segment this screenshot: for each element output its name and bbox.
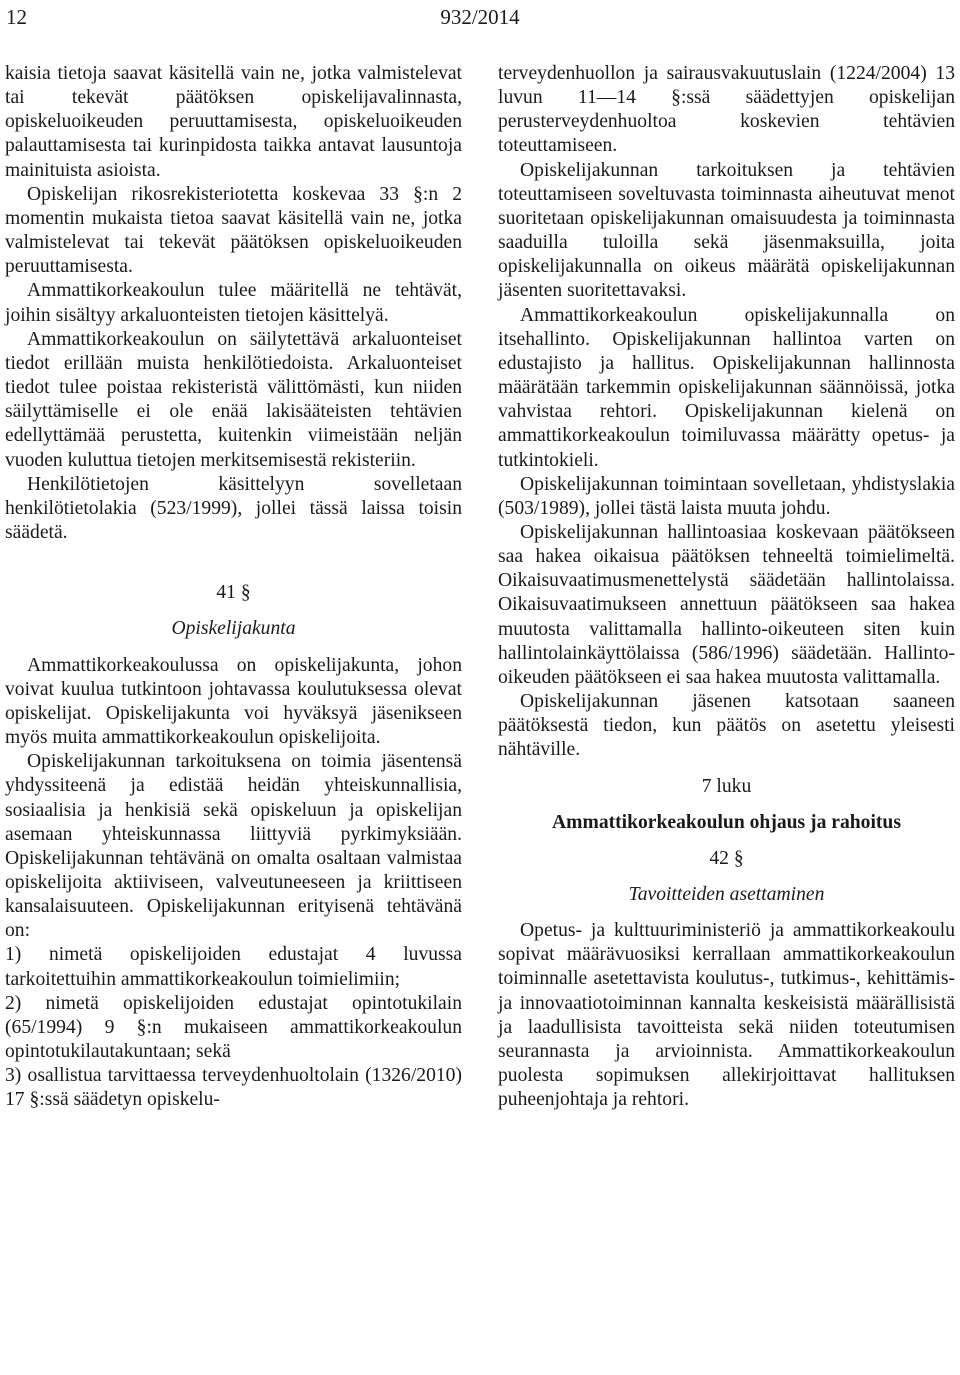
section-title: Tavoitteiden asettaminen xyxy=(628,884,825,905)
spacer xyxy=(498,871,955,883)
paragraph: Ammattikorkeakoulun opiskelijakunnalla on itsehallinto. Opiskelijakunnan hallintoa varten on edustajisto ja hallitus. Opiskelijakunnan hallinnosta määrätään tarkemmin opiskelijakunnan säännöissä, jotka vahvistaa rehtori. Opiskelijakunnan kielenä on ammattikorkeakoulun toimiluvassa määrätty opetus- ja tutkintokieli. xyxy=(498,304,955,471)
chapter-title: Ammattikorkeakoulun ohjaus ja rahoitus xyxy=(552,811,901,833)
spacer xyxy=(5,642,462,654)
paragraph: Opiskelijakunnan jäsenen katsotaan saaneen päätöksestä tiedon, kun päätös on asetettu yleisesti nähtäville. xyxy=(498,691,955,761)
chapter-number: 7 luku xyxy=(701,775,752,797)
paragraph: terveydenhuollon ja sairausvakuutuslain (1224/2004) 13 luvun 11—14 §:ssä säädettyjen opiskelijan perusterveydenhuoltoa koskevien tehtävien toteuttamiseen. xyxy=(498,63,955,157)
list-item: 2) nimetä opiskelijoiden edustajat opintotukilain (65/1994) 9 §:n mukaiseen ammattikorkeakoulun opintotukilautakuntaan; sekä xyxy=(5,992,462,1063)
paragraph: Opiskelijakunnan tarkoituksen ja tehtävien toteuttamiseen soveltuvasta toiminnasta aiheutuvat menot suoritetaan opiskelijakunnan omaisuudesta ja toiminnasta saaduilla tuloilla sekä jäsenmaksuilla, joita opiskelijakunnalla on oikeus määrätä opiskelijakunnan jäsenten suoritettavaksi. xyxy=(498,159,955,302)
paragraph: Opiskelijakunnan hallintoasiaa koskevaan päätökseen saa hakea oikaisua päätöksen tehneeltä toimielimeltä. Oikaisuvaatimusmenettelystä säädetään hallintolaissa. Oikaisuvaatimukseen annettuun päätökseen saa hakea muutosta valittamalla hallinto-oikeuteen siten kuin hallintolainkäyttölaissa (586/1996) säädetään. Hallinto-oikeuden päätökseen ei saa hakea muutosta valittamalla. xyxy=(498,521,955,688)
paragraph: Opiskelijakunnan toimintaan sovelletaan, yhdistyslakia (503/1989), jollei tästä laista muuta johdu. xyxy=(498,473,955,519)
section-number: 42 § xyxy=(709,847,744,869)
page-number: 12 xyxy=(6,5,27,29)
paragraph: Ammattikorkeakoulun on säilytettävä arkaluonteiset tiedot erillään muista henkilötiedoista. Arkaluonteiset tiedot tulee poistaa rekisteristä välittömästi, kun niiden säilyttämiselle ei ole enää lakisääteisten tehtävien edellyttämää perustetta, kuitenkin viimeistään neljän vuoden kuluttua tietojen merkitsemisestä rekisteriin. xyxy=(5,328,462,471)
paragraph: Henkilötietojen käsittelyyn sovelletaan henkilötietolakia (523/1999), jollei tässä laissa toisin säädetä. xyxy=(5,473,462,543)
paragraph: kaisia tietoja saavat käsitellä vain ne, jotka valmistelevat tai tekevät päätöksen opiskelijavalinnasta, opiskeluoikeuden peruuttamisesta, opiskeluoikeuden palauttamisesta tai kurinpidosta taikka antavat lausuntoja mainituista asioista. xyxy=(5,63,462,181)
paragraph: Opiskelijakunnan tarkoituksena on toimia jäsentensä yhdyssiteenä ja edistää heidän yhteiskunnallisia, sosiaalisia ja henkisiä sekä opiskeluun ja opiskelijan asemaan yhteiskunnassa liittyviä pyrkimyksiään. Opiskelijakunnan tehtävänä on omalta osaltaan valmistaa opiskelijoita aktiiviseen, valveutuneeseen ja kriittiseen kansalaisuuteen. Opiskelijakunnan erityisenä tehtävänä on: xyxy=(5,751,462,942)
section-number: 41 § xyxy=(216,582,251,604)
spacer xyxy=(5,605,462,617)
statute-number: 932/2014 xyxy=(440,5,520,29)
list-item: 1) nimetä opiskelijoiden edustajat 4 luvussa tarkoitettuihin ammattikorkeakoulun toimielimiin; xyxy=(5,944,462,990)
spacer xyxy=(498,907,955,919)
spacer xyxy=(498,835,955,847)
list-item: 3) osallistua tarvittaessa terveydenhuoltolain (1326/2010) 17 §:ssä säädetyn opiskelu- xyxy=(5,1065,462,1111)
paragraph: Ammattikorkeakoulussa on opiskelijakunta, johon voivat kuulua tutkintoon johtavassa koulutuksessa olevat opiskelijat. Opiskelijakunta voi hyväksyä jäsenikseen myös muita ammattikorkeakoulun opiskelijoita. xyxy=(5,654,462,749)
spacer xyxy=(5,569,462,581)
page-header xyxy=(0,4,960,34)
paragraph: Opetus- ja kulttuuriministeriö ja ammattikorkeakoulu sopivat määrävuosiksi kerrallaan ammattikorkeakoulun toiminnalle asetettavista koulutus-, tutkimus-, kehittämis- ja innovaatiotoiminnan kannalta keskeisistä määrällisistä ja laadullisista tavoitteista sekä niiden toteutumisen seurannasta ja arvioinnista. Ammattikorkeakoulun puolesta sopimuksen allekirjoittavat hallituksen puheenjohtaja ja rehtori. xyxy=(498,920,955,1111)
spacer xyxy=(498,799,955,811)
left-column xyxy=(5,62,462,1113)
section-title: Opiskelijakunta xyxy=(171,618,296,640)
paragraph: Ammattikorkeakoulun tulee määritellä ne tehtävät, joihin sisältyy arkaluonteisten tietojen käsittelyä. xyxy=(5,280,462,326)
right-column xyxy=(498,62,955,1112)
spacer xyxy=(5,545,462,569)
paragraph: Opiskelijan rikosrekisteriotetta koskevaa 33 §:n 2 momentin mukaista tietoa saavat käsitellä vain ne, jotka valmistelevat tai tekevät päätöksen opiskeluoikeuden peruuttamisesta. xyxy=(5,183,462,278)
spacer xyxy=(498,763,955,775)
